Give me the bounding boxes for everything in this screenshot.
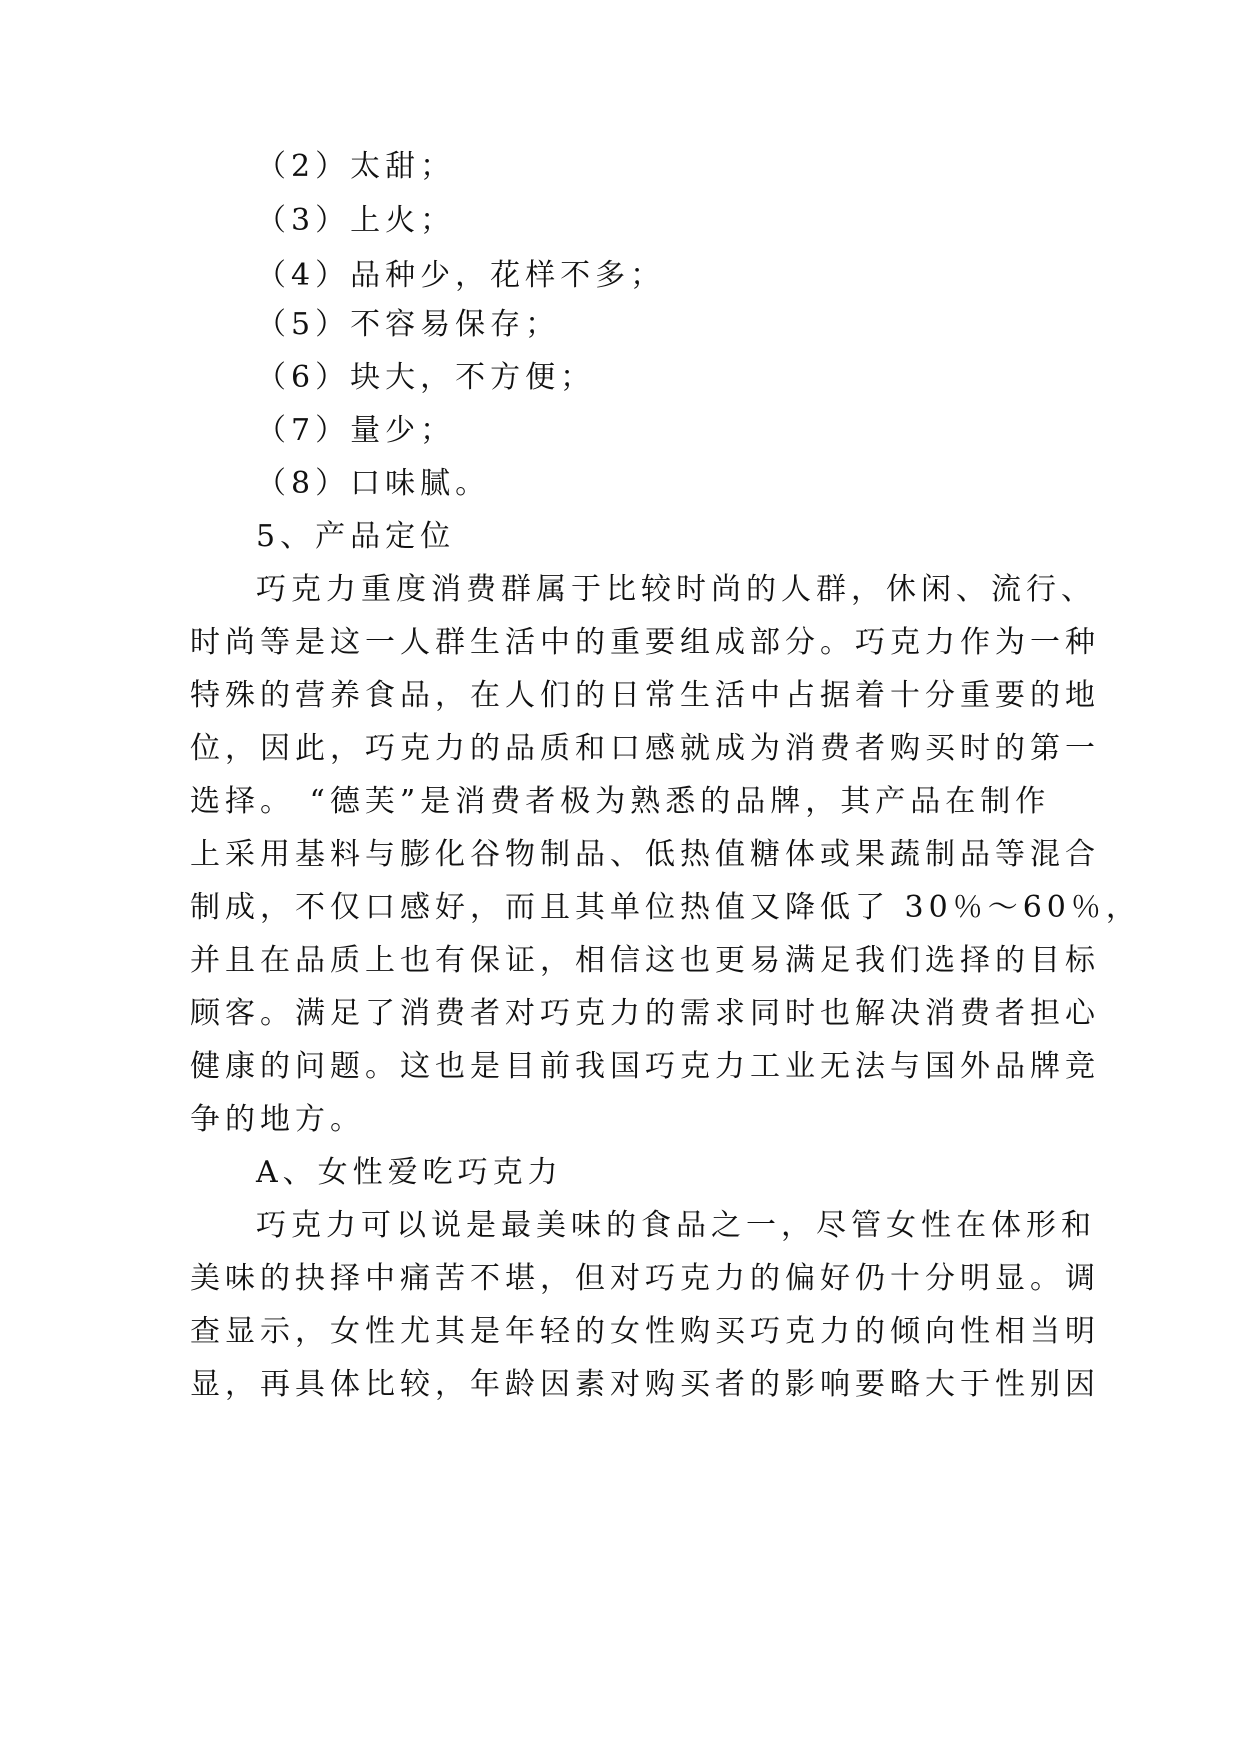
paragraph-line: 特殊的营养食品，在人们的日常生活中占据着十分重要的地	[190, 678, 1100, 713]
paragraph-line: 巧克力可以说是最美味的食品之一，尽管女性在体形和	[256, 1208, 1096, 1243]
paragraph-line: 巧克力重度消费群属于比较时尚的人群，休闲、流行、	[256, 572, 1096, 607]
paragraph-line: 时尚等是这一人群生活中的重要组成部分。巧克力作为一种	[190, 625, 1100, 660]
paragraph-line: 查显示，女性尤其是年轻的女性购买巧克力的倾向性相当明	[190, 1314, 1100, 1349]
list-item: （4）品种少，花样不多；	[256, 258, 666, 293]
paragraph-line: 健康的问题。这也是目前我国巧克力工业无法与国外品牌竞	[190, 1049, 1100, 1084]
paragraph-line: 显，再具体比较，年龄因素对购买者的影响要略大于性别因	[190, 1367, 1100, 1402]
paragraph-line: 争的地方。	[190, 1102, 365, 1137]
paragraph-line: 位，因此，巧克力的品质和口感就成为消费者购买时的第一	[190, 731, 1100, 766]
paragraph-line: 顾客。满足了消费者对巧克力的需求同时也解决消费者担心	[190, 996, 1100, 1031]
paragraph-line: 选择。 “德芙”是消费者极为熟悉的品牌，其产品在制作	[190, 784, 1051, 819]
list-item: （8）口味腻。	[256, 466, 491, 501]
list-item: （7）量少；	[256, 413, 456, 448]
section-heading: 5、产品定位	[256, 519, 456, 554]
paragraph-line: 制成，不仅口感好，而且其单位热值又降低了 30％～60％，	[190, 890, 1141, 925]
paragraph-line: 美味的抉择中痛苦不堪，但对巧克力的偏好仍十分明显。调	[190, 1261, 1100, 1296]
paragraph-line: 上采用基料与膨化谷物制品、低热值糖体或果蔬制品等混合	[190, 837, 1100, 872]
list-item: （5）不容易保存；	[256, 307, 561, 342]
list-item: （3）上火；	[256, 203, 456, 238]
list-item: （2）太甜；	[256, 149, 456, 184]
list-item: （6）块大，不方便；	[256, 360, 596, 395]
paragraph-line: 并且在品质上也有保证，相信这也更易满足我们选择的目标	[190, 943, 1100, 978]
subheading: A、女性爱吃巧克力	[256, 1155, 563, 1190]
